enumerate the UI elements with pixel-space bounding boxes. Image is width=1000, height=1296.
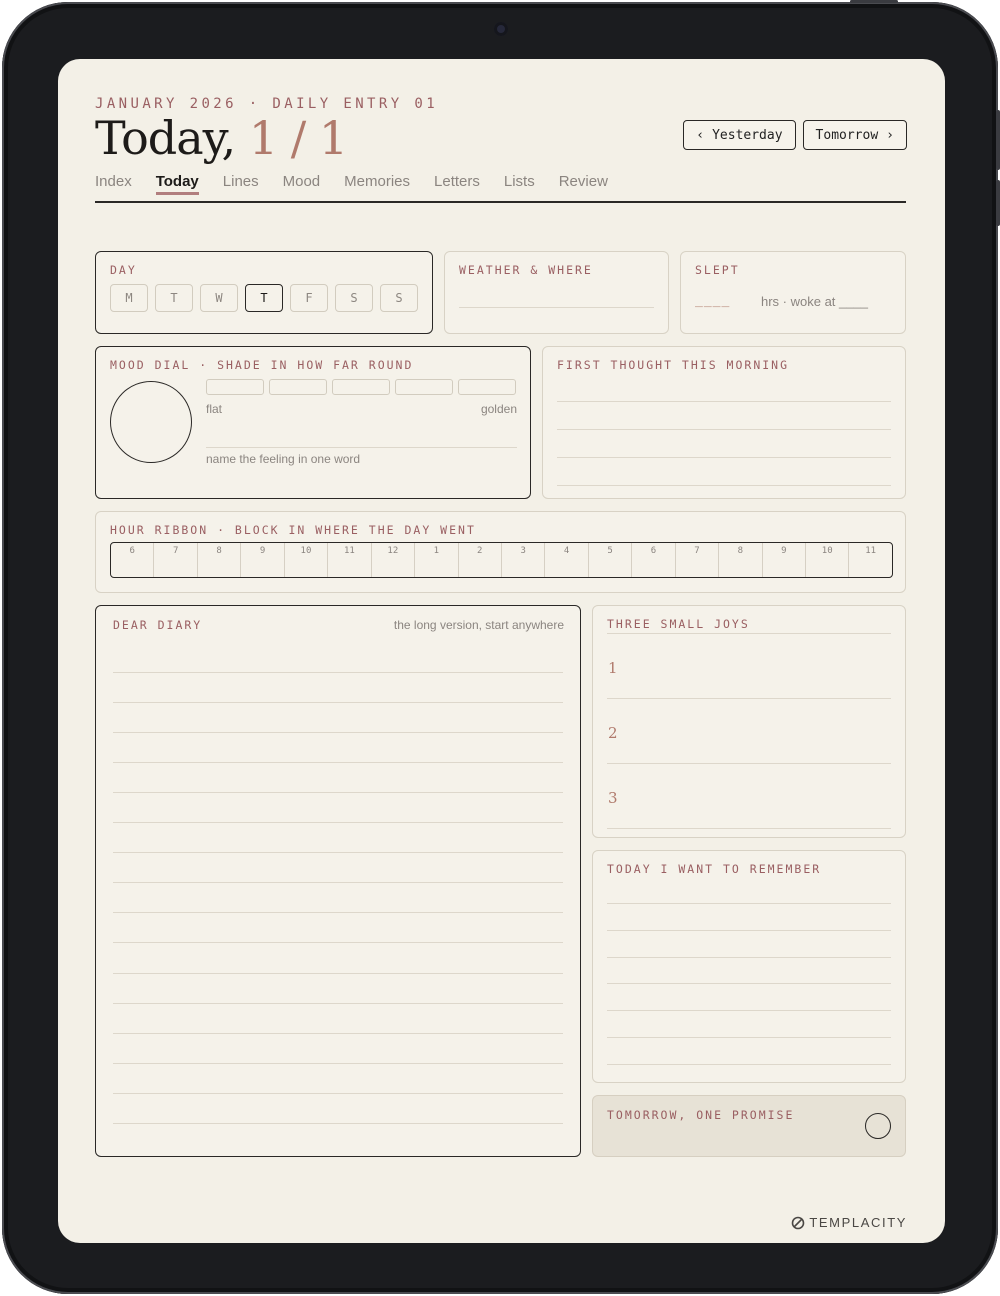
write-line <box>113 852 563 853</box>
tab-letters[interactable]: Letters <box>434 173 480 190</box>
hour-label: 11 <box>865 546 877 556</box>
hour-label: 9 <box>259 546 266 556</box>
promise-checkbox[interactable] <box>865 1113 891 1139</box>
hour-cell[interactable] <box>502 543 545 577</box>
write-line <box>113 1033 563 1034</box>
write-line <box>607 930 891 931</box>
tab-memories[interactable]: Memories <box>344 173 411 190</box>
hour-label: 7 <box>172 546 179 556</box>
hour-cell[interactable] <box>719 543 762 577</box>
tab-today[interactable]: Today <box>156 173 199 195</box>
mood-scale-segment[interactable] <box>269 379 327 395</box>
mood-word-line[interactable] <box>206 447 517 448</box>
mood-scale-low: flat <box>206 402 223 416</box>
hour-cell[interactable] <box>676 543 719 577</box>
write-line <box>113 912 563 913</box>
hour-label: 6 <box>650 546 657 556</box>
tab-lines[interactable]: Lines <box>222 173 259 190</box>
write-line <box>113 792 563 793</box>
write-line <box>607 983 891 984</box>
hour-label: 4 <box>563 546 570 556</box>
write-line <box>113 1003 563 1004</box>
day-wednesday[interactable]: W <box>200 284 238 312</box>
page-title <box>95 111 347 165</box>
first-thought-label: FIRST THOUGHT THIS MORNING <box>557 358 790 372</box>
hour-label: 10 <box>821 546 833 556</box>
chevron-right-icon: › <box>886 127 894 143</box>
hour-label: 7 <box>694 546 700 556</box>
tomorrow-label: Tomorrow <box>815 127 879 143</box>
hour-cell[interactable] <box>111 543 154 577</box>
hour-label: 9 <box>781 546 787 556</box>
write-line <box>113 822 563 823</box>
write-line <box>113 1063 563 1064</box>
hour-ribbon-label: HOUR RIBBON · BLOCK IN WHERE THE DAY WENT <box>110 523 476 537</box>
mood-scale-segment[interactable] <box>206 379 264 395</box>
tab-review[interactable]: Review <box>558 173 608 190</box>
remember-label: TODAY I WANT TO REMEMBER <box>607 862 822 876</box>
title-date: 1 / 1 <box>248 111 348 165</box>
joys-card <box>592 605 906 838</box>
hour-cell[interactable] <box>763 543 806 577</box>
write-line <box>557 429 891 430</box>
slept-label: SLEPT <box>695 263 740 277</box>
tab-lists[interactable]: Lists <box>503 173 535 190</box>
hour-cell[interactable] <box>328 543 371 577</box>
mood-scale-segment[interactable] <box>458 379 516 395</box>
write-line <box>113 762 563 763</box>
write-line <box>113 882 563 883</box>
tomorrow-button[interactable] <box>803 120 907 150</box>
power-button <box>850 0 898 3</box>
hour-label: 6 <box>129 546 135 556</box>
templacity-logo-icon <box>791 1216 805 1230</box>
hour-cell[interactable] <box>545 543 588 577</box>
write-line <box>607 957 891 958</box>
tab-bar <box>95 173 608 195</box>
hour-cell[interactable] <box>459 543 502 577</box>
sleep-hours-suffix: hrs · woke at ____ <box>761 294 868 309</box>
joy-number-1: 1 <box>608 659 618 677</box>
first-thought-card[interactable] <box>542 346 906 499</box>
joys-label: THREE SMALL JOYS <box>607 617 750 631</box>
joy-line-3[interactable] <box>607 828 891 829</box>
diary-label: DEAR DIARY <box>113 618 203 632</box>
write-line <box>607 903 891 904</box>
joy-number-2: 2 <box>608 724 618 742</box>
day-friday[interactable]: F <box>290 284 328 312</box>
camera-icon <box>494 22 508 36</box>
hour-cell[interactable] <box>372 543 415 577</box>
day-monday[interactable]: M <box>110 284 148 312</box>
promise-card[interactable] <box>592 1095 906 1157</box>
hour-cell[interactable] <box>415 543 458 577</box>
joy-line-2[interactable] <box>607 763 891 764</box>
weather-label: WEATHER & WHERE <box>459 263 593 277</box>
mood-label: MOOD DIAL · SHADE IN HOW FAR ROUND <box>110 358 414 372</box>
volume-button <box>996 110 1000 170</box>
hour-cell[interactable] <box>632 543 675 577</box>
hour-label: 2 <box>477 546 483 556</box>
yesterday-button[interactable] <box>683 120 795 150</box>
day-card <box>95 251 433 334</box>
write-line <box>113 973 563 974</box>
joy-line-1[interactable] <box>607 698 891 699</box>
write-line <box>113 1093 563 1094</box>
mood-scale-segment[interactable] <box>395 379 453 395</box>
weather-card[interactable] <box>444 251 669 334</box>
write-line <box>607 1010 891 1011</box>
brand-footer <box>791 1215 907 1230</box>
hour-label: 5 <box>607 546 613 556</box>
weather-write-line <box>459 307 654 308</box>
day-label: DAY <box>110 263 137 277</box>
diary-card[interactable] <box>95 605 581 1157</box>
hour-label: 1 <box>433 546 439 556</box>
chevron-left-icon: ‹ <box>696 127 705 143</box>
promise-label: TOMORROW, ONE PROMISE <box>607 1108 795 1122</box>
day-sunday[interactable]: S <box>380 284 418 312</box>
write-line <box>113 1123 563 1124</box>
hour-cell[interactable] <box>849 543 891 577</box>
hour-ribbon <box>110 542 893 578</box>
day-tuesday[interactable]: T <box>155 284 193 312</box>
hour-cell[interactable] <box>285 543 328 577</box>
mood-scale-high: golden <box>480 402 517 416</box>
hour-label: 10 <box>300 546 312 556</box>
write-line <box>113 732 563 733</box>
day-saturday[interactable]: S <box>335 284 373 312</box>
mood-dial[interactable] <box>110 381 192 463</box>
tab-divider <box>95 201 906 203</box>
screen <box>58 59 945 1243</box>
entry-eyebrow: JANUARY 2026 · DAILY ENTRY 01 <box>95 96 439 112</box>
write-line <box>113 942 563 943</box>
hour-cell[interactable] <box>589 543 632 577</box>
hour-label: 3 <box>520 546 526 556</box>
tab-mood[interactable]: Mood <box>282 173 321 190</box>
day-selector <box>110 284 418 312</box>
hour-cell[interactable] <box>154 543 197 577</box>
hour-label: 8 <box>737 546 744 556</box>
remember-card[interactable] <box>592 850 906 1083</box>
brand-name: TEMPLACITY <box>809 1215 907 1230</box>
day-navigation <box>683 120 907 150</box>
diary-hint: the long version, start anywhere <box>393 618 564 632</box>
write-line <box>557 457 891 458</box>
mood-card <box>95 346 531 499</box>
write-line <box>113 672 563 673</box>
sleep-hours-blank: ____ <box>695 293 731 308</box>
joy-number-3: 3 <box>608 789 618 807</box>
hour-cell[interactable] <box>241 543 284 577</box>
title-prefix: Today, <box>95 111 236 165</box>
hour-cell[interactable] <box>198 543 241 577</box>
write-line <box>607 1037 891 1038</box>
yesterday-label: Yesterday <box>712 127 783 143</box>
hour-label: 8 <box>216 546 222 556</box>
tab-index[interactable]: Index <box>95 173 132 190</box>
hour-label: 11 <box>343 546 355 556</box>
volume-button <box>996 180 1000 226</box>
mood-word-hint: name the feeling in one word <box>206 452 361 466</box>
mood-scale <box>206 379 516 395</box>
write-line <box>607 1064 891 1065</box>
tablet-frame <box>2 2 998 1294</box>
hour-cell[interactable] <box>806 543 849 577</box>
mood-scale-segment[interactable] <box>332 379 390 395</box>
slept-card[interactable] <box>680 251 906 334</box>
write-line <box>557 485 891 486</box>
write-line <box>113 702 563 703</box>
write-line <box>557 401 891 402</box>
hour-ribbon-card <box>95 511 906 593</box>
hour-label: 12 <box>387 546 399 556</box>
day-thursday[interactable]: T <box>245 284 283 312</box>
write-line <box>607 633 891 634</box>
